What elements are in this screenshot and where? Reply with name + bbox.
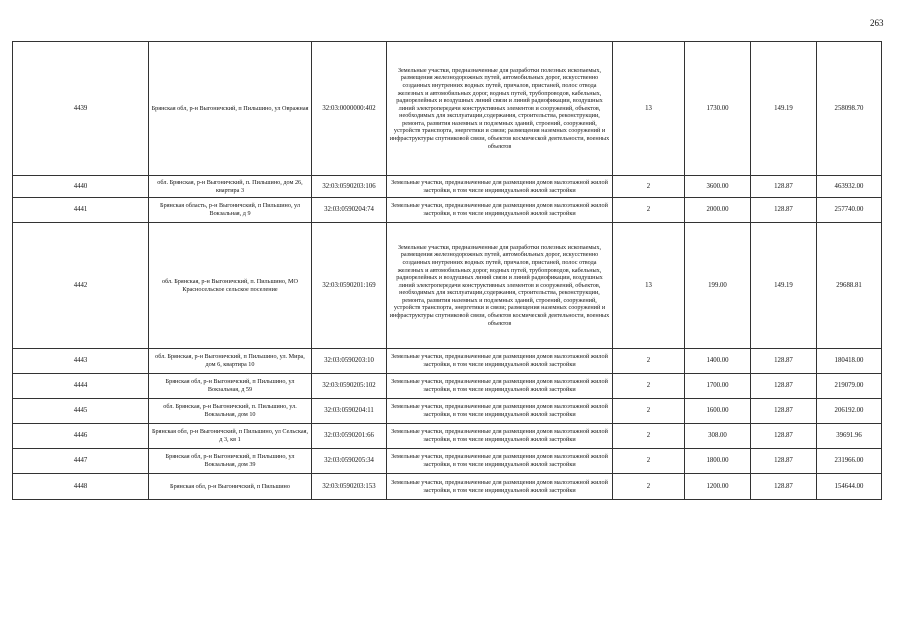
cadastral-number-cell: 32:03:0590203:106	[312, 176, 387, 198]
cadastral-number-cell: 32:03:0590203:153	[312, 474, 387, 500]
cadastral-number-cell: 32:03:0590203:10	[312, 349, 387, 374]
use-group-code-cell: 2	[613, 399, 685, 424]
land-use-cell: Земельные участки, предназначенные для размещения домов малоэтажной жилой застройки, в том числе индивидуальной жилой застройки	[387, 474, 613, 500]
table-body	[13, 42, 882, 500]
table-row	[13, 176, 882, 198]
specific-value-cell: 128.87	[751, 399, 817, 424]
specific-value-cell: 128.87	[751, 349, 817, 374]
use-group-code-cell: 2	[613, 349, 685, 374]
row-number-cell: 4444	[13, 374, 149, 399]
use-group-code-cell: 13	[613, 42, 685, 176]
row-number-cell: 4442	[13, 223, 149, 349]
row-number-cell: 4447	[13, 449, 149, 474]
cadastral-value-cell: 231966.00	[817, 449, 882, 474]
area-cell: 1400.00	[685, 349, 751, 374]
cadastral-value-cell: 463932.00	[817, 176, 882, 198]
cadastral-number-cell: 32:03:0590205:34	[312, 449, 387, 474]
cadastral-value-cell: 206192.00	[817, 399, 882, 424]
area-cell: 1700.00	[685, 374, 751, 399]
address-cell: Брянская обл, р-н Выгоничский, п Пильшино, ул Вокзальная, д 59	[149, 374, 312, 399]
address-cell: Брянская обл, р-н Выгоничский, п Пильшино, ул Овражная	[149, 42, 312, 176]
cadastral-number-cell: 32:03:0590205:102	[312, 374, 387, 399]
land-use-cell: Земельные участки, предназначенные для размещения домов малоэтажной жилой застройки, в том числе индивидуальной жилой застройки	[387, 349, 613, 374]
cadastral-value-cell: 29688.81	[817, 223, 882, 349]
cadastral-value-table	[12, 41, 882, 500]
cadastral-value-cell: 258098.70	[817, 42, 882, 176]
cadastral-number-cell: 32:03:0590204:11	[312, 399, 387, 424]
table-row	[13, 198, 882, 223]
use-group-code-cell: 2	[613, 424, 685, 449]
row-number-cell: 4446	[13, 424, 149, 449]
address-cell: Брянская область, р-н Выгоничский, п Пильшино, ул Вокзальная, д 9	[149, 198, 312, 223]
cadastral-value-cell: 154644.00	[817, 474, 882, 500]
specific-value-cell: 128.87	[751, 449, 817, 474]
use-group-code-cell: 2	[613, 198, 685, 223]
address-cell: обл. Брянская, р-н Выгоничский, п. Пильшино, ул. Вокзальная, дом 10	[149, 399, 312, 424]
address-cell: Брянская обл, р-н Выгоничский, п Пильшино, ул Вокзальная, дом 39	[149, 449, 312, 474]
table-row	[13, 399, 882, 424]
address-cell: обл. Брянская, р-н Выгоничский, п Пильшино, ул. Мира, дом 6, квартира 10	[149, 349, 312, 374]
cadastral-value-cell: 39691.96	[817, 424, 882, 449]
cadastral-number-cell: 32:03:0590204:74	[312, 198, 387, 223]
area-cell: 308.00	[685, 424, 751, 449]
row-number-cell: 4441	[13, 198, 149, 223]
cadastral-value-cell: 257740.00	[817, 198, 882, 223]
address-cell: обл. Брянская, р-н Выгоничский, п. Пильшино, дом 26, квартира 3	[149, 176, 312, 198]
use-group-code-cell: 13	[613, 223, 685, 349]
row-number-cell: 4443	[13, 349, 149, 374]
area-cell: 3600.00	[685, 176, 751, 198]
table-row	[13, 474, 882, 500]
land-use-cell: Земельные участки, предназначенные для размещения домов малоэтажной жилой застройки, в том числе индивидуальной жилой застройки	[387, 176, 613, 198]
land-use-cell: Земельные участки, предназначенные для размещения домов малоэтажной жилой застройки, в том числе индивидуальной жилой застройки	[387, 399, 613, 424]
specific-value-cell: 128.87	[751, 474, 817, 500]
use-group-code-cell: 2	[613, 449, 685, 474]
specific-value-cell: 128.87	[751, 424, 817, 449]
use-group-code-cell: 2	[613, 176, 685, 198]
cadastral-value-cell: 180418.00	[817, 349, 882, 374]
area-cell: 1730.00	[685, 42, 751, 176]
address-cell: Брянская обл, р-н Выгоничский, п Пильшино	[149, 474, 312, 500]
row-number-cell: 4440	[13, 176, 149, 198]
land-use-cell: Земельные участки, предназначенные для размещения домов малоэтажной жилой застройки, в том числе индивидуальной жилой застройки	[387, 198, 613, 223]
cadastral-number-cell: 32:03:0000000:402	[312, 42, 387, 176]
table-row	[13, 374, 882, 399]
table-row	[13, 223, 882, 349]
specific-value-cell: 149.19	[751, 223, 817, 349]
area-cell: 1600.00	[685, 399, 751, 424]
table-row	[13, 349, 882, 374]
row-number-cell: 4439	[13, 42, 149, 176]
address-cell: Брянская обл, р-н Выгоничский, п Пильшино, ул Сельская, д 3, кв 1	[149, 424, 312, 449]
row-number-cell: 4448	[13, 474, 149, 500]
land-use-cell: Земельные участки, предназначенные для разработки полезных ископаемых, размещения железнодорожных путей, автомобильных дорог, искусственно созданных внутренних водных путей, причалов, пристаней, полос отвода железных и автомобильных дорог, водных путей, трубопроводов, кабельных, радиорелейных и воздушных линий связи и линий радиофикации, воздушных линий электропередачи конструктивных элементов и сооружений, объектов, необходимых для эксплуатации,содержания, строительства, реконструкции, ремонта, развития наземных и подземных зданий, строений, сооружений, устройств транспорта, энергетики и связи; размещения наземных сооружений и инфраструктуры спутниковой связи, объектов космической деятельности, военных объектов	[387, 42, 613, 176]
cadastral-value-cell: 219079.00	[817, 374, 882, 399]
specific-value-cell: 128.87	[751, 176, 817, 198]
address-cell: обл. Брянская, р-н Выгоничский, п. Пильшино, МО Красносельское сельское поселение	[149, 223, 312, 349]
land-use-cell: Земельные участки, предназначенные для размещения домов малоэтажной жилой застройки, в том числе индивидуальной жилой застройки	[387, 424, 613, 449]
cadastral-number-cell: 32:03:0590201:169	[312, 223, 387, 349]
table-row	[13, 424, 882, 449]
specific-value-cell: 128.87	[751, 374, 817, 399]
table-row	[13, 42, 882, 176]
land-use-cell: Земельные участки, предназначенные для размещения домов малоэтажной жилой застройки, в том числе индивидуальной жилой застройки	[387, 449, 613, 474]
land-use-cell: Земельные участки, предназначенные для размещения домов малоэтажной жилой застройки, в том числе индивидуальной жилой застройки	[387, 374, 613, 399]
cadastral-number-cell: 32:03:0590201:66	[312, 424, 387, 449]
area-cell: 199.00	[685, 223, 751, 349]
page-number: 263	[870, 18, 884, 28]
area-cell: 2000.00	[685, 198, 751, 223]
row-number-cell: 4445	[13, 399, 149, 424]
land-use-cell: Земельные участки, предназначенные для разработки полезных ископаемых, размещения железнодорожных путей, автомобильных дорог, искусственно созданных внутренних водных путей, причалов, пристаней, полос отвода железных и автомобильных дорог, водных путей, трубопроводов, кабельных, радиорелейных и воздушных линий связи и линий радиофикации, воздушных линий электропередачи конструктивных элементов и сооружений, объектов, необходимых для эксплуатации,содержания, строительства, реконструкции, ремонта, развития наземных и подземных зданий, строений, сооружений, устройств транспорта, энергетики и связи; размещения наземных сооружений и инфраструктуры спутниковой связи, объектов космической деятельности, военных объектов	[387, 223, 613, 349]
area-cell: 1800.00	[685, 449, 751, 474]
specific-value-cell: 149.19	[751, 42, 817, 176]
area-cell: 1200.00	[685, 474, 751, 500]
use-group-code-cell: 2	[613, 374, 685, 399]
specific-value-cell: 128.87	[751, 198, 817, 223]
table-row	[13, 449, 882, 474]
use-group-code-cell: 2	[613, 474, 685, 500]
